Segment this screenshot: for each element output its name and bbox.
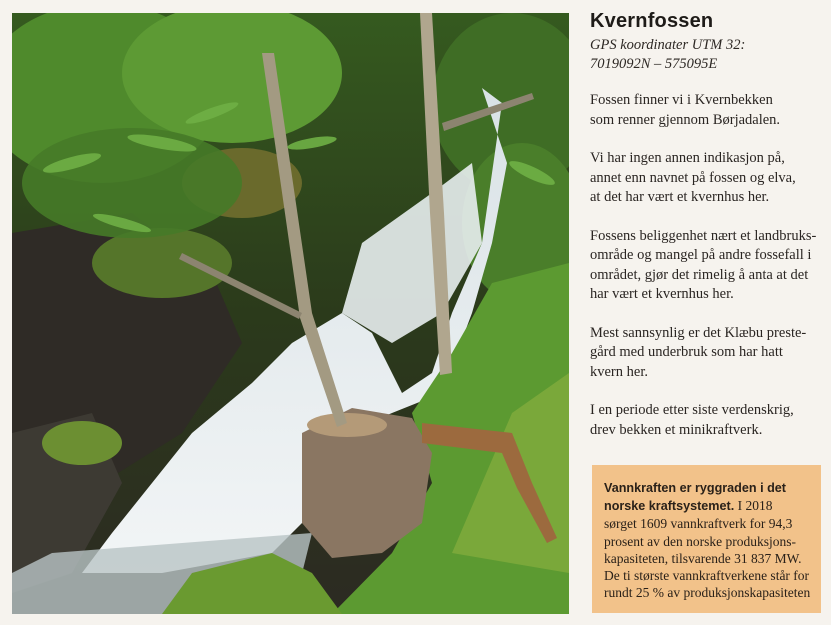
waterfall-photo <box>12 13 569 614</box>
text-line: har vært et kvernhus her. <box>590 286 734 302</box>
text-line: Mest sannsynlig er det Klæbu preste- <box>590 324 807 341</box>
text-line: gård med underbruk som har hatt <box>590 344 783 360</box>
info-box-line: kapasiteten, tilsvarende 31 837 MW. <box>604 550 802 566</box>
text-line: kvern her. <box>590 363 648 380</box>
paragraph <box>590 401 818 440</box>
info-box-line: rundt 25 % av produksjonskapasiteten <box>604 585 811 601</box>
info-box-heading-cont: norske kraftsystemet. <box>604 499 735 514</box>
text-line: som renner gjennom Børjadalen. <box>590 111 781 128</box>
text-line: drev bekken et minikraftverk. <box>590 421 763 438</box>
text-line: annet enn navnet på fossen og elva, <box>590 169 796 186</box>
paragraph <box>590 91 818 130</box>
text-line: Vi har ingen annen indikasjon på, <box>590 150 785 166</box>
info-box-line: sørget 1609 vannkraftverk for 94,3 <box>604 516 793 532</box>
info-box-line <box>604 497 811 515</box>
text-line: I en periode etter siste verdenskrig, <box>590 402 794 418</box>
info-box <box>592 465 821 613</box>
info-box-line: prosent av den norske produksjons- <box>604 533 796 549</box>
gps-label: GPS koordinater UTM 32: <box>590 37 746 53</box>
text-line: at det har vært et kvernhus her. <box>590 189 770 205</box>
info-box-line: De ti største vannkraftverkene står for <box>604 568 810 584</box>
gps-value: 7019092N – 575095E <box>590 56 718 72</box>
article-body <box>590 91 818 459</box>
paragraph <box>590 227 818 305</box>
info-box-text: I 2018 <box>734 498 773 514</box>
paragraph <box>590 324 818 383</box>
text-line: Fossen finner vi i Kvernbekken <box>590 92 773 108</box>
article-title: Kvernfossen <box>590 10 714 32</box>
gps-coordinates <box>590 36 810 74</box>
text-line: området, gjør det rimelig å anta at det <box>590 266 809 283</box>
paragraph <box>590 149 818 208</box>
text-line: område og mangel på andre fossefall i <box>590 247 812 263</box>
text-line: Fossens beliggenhet nært et landbruks- <box>590 227 817 244</box>
info-box-heading: Vannkraften er ryggraden i det <box>604 481 786 495</box>
waterfall-illustration <box>12 13 569 614</box>
